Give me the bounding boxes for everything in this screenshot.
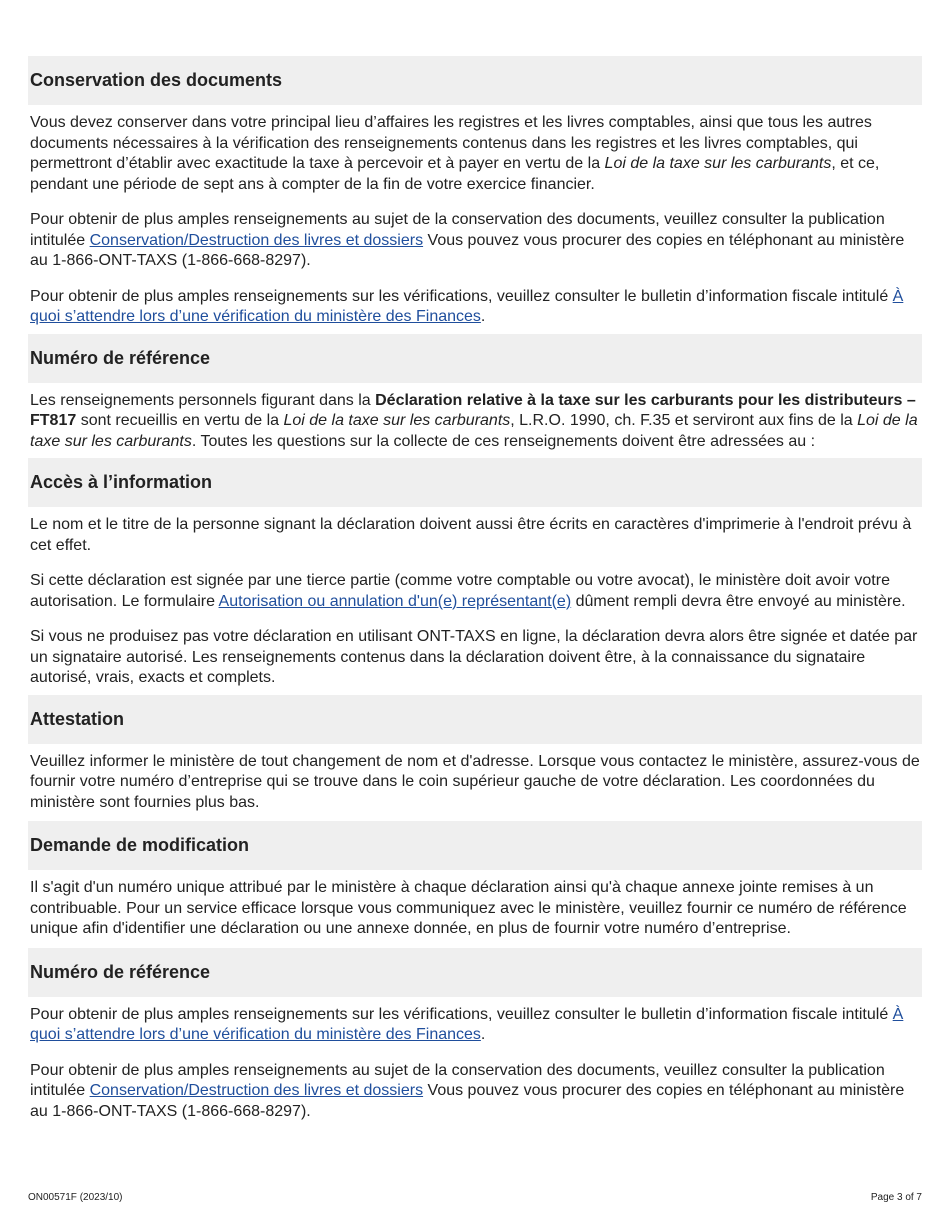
text-run: . — [480, 1026, 486, 1043]
text-run: , L.R.O. 1990, ch. F.35 et serviront aux fins de la — [510, 412, 858, 429]
text-run: Vous pouvez vous procurer des copies en téléphonant au ministère au 1-866-ONT-TAXS (1-866-668-8297). — [30, 1082, 905, 1120]
text-run: Pour obtenir de plus amples renseignements sur les vérifications, veuillez consulter le bulletin d’information fiscale intitulé — [30, 1005, 893, 1023]
paragraph — [28, 571, 922, 612]
text-run: Si cette déclaration est signée par une tierce partie (comme votre comptable ou votre avocat), le ministère doit avoir votre autorisation. Le formulaire — [30, 572, 890, 610]
paragraph — [28, 752, 922, 814]
text-run: Pour obtenir de plus amples renseignements sur les vérifications, veuillez consulter le bulletin d’information fiscale intitulé — [30, 287, 893, 305]
link-conservation-destruction[interactable]: Conservation/Destruction des livres et dossiers — [89, 231, 424, 249]
italic-text: Loi de la taxe sur les carburants — [604, 155, 832, 172]
section-body — [28, 105, 922, 334]
paragraph — [28, 627, 922, 689]
link-autorisation-representant[interactable]: Autorisation ou annulation d'un(e) représentant(e) — [218, 592, 572, 610]
text-run: Pour obtenir de plus amples renseignements au sujet de la conservation des documents, veuillez consulter la publication intitulée — [30, 1061, 885, 1099]
paragraph — [28, 1061, 922, 1123]
paragraph — [28, 391, 922, 453]
section — [28, 334, 922, 459]
section-body — [28, 744, 922, 822]
paragraph — [28, 1005, 922, 1046]
text-run: Si vous ne produisez pas votre déclaration en utilisant ONT-TAXS en ligne, la déclaration devra alors être signée et datée par un signataire autorisé. Les renseignements contenus dans la déclaration doivent être, à la connaissance du signataire autorisé, vrais, exacts et complets. — [30, 628, 918, 686]
link-conservation-destruction[interactable]: Conservation/Destruction des livres et dossiers — [89, 1082, 424, 1099]
paragraph — [28, 878, 922, 940]
section-heading: Conservation des documents — [28, 56, 922, 105]
page-number: Page 3 of 7 — [870, 1192, 922, 1203]
section-heading: Attestation — [28, 695, 922, 744]
bold-text: Déclaration relative à la taxe sur les carburants pour les distributeurs – FT817 — [30, 391, 916, 429]
section-heading: Numéro de référence — [28, 334, 922, 383]
text-run: . — [480, 308, 486, 325]
paragraph — [28, 515, 922, 556]
form-code: ON00571F (2023/10) — [28, 1192, 123, 1203]
section-heading: Numéro de référence — [28, 948, 922, 997]
document-page — [28, 56, 922, 1122]
text-run: Vous devez conserver dans votre principal lieu d’affaires les registres et les livres comptables, ainsi que tous les autres documents nécessaires à la vérification des renseignements contenus dans les registres et les livres comptables, qui permettront d’établir avec exactitude la taxe à percevoir et à payer en vertu de la — [30, 114, 872, 172]
link-verification-bulletin[interactable]: À quoi s’attendre lors d’une vérification du ministère des Finances — [30, 1005, 904, 1043]
section — [28, 821, 922, 948]
section-body — [28, 997, 922, 1123]
italic-text: Loi de la taxe sur les carburants — [283, 412, 511, 429]
text-run: dûment rempli devra être envoyé au ministère. — [571, 592, 906, 610]
sections-container — [28, 56, 922, 1122]
section — [28, 948, 922, 1123]
section-body — [28, 507, 922, 695]
text-run: Il s'agit d'un numéro unique attribué par le ministère à chaque déclaration ainsi qu'à chaque annexe jointe remises à un contribuable. Pour un service efficace lorsque vous communiquez avec le ministère, veuillez fournir ce numéro de référence unique afin d'identifier une déclaration ou une annexe donnée, en plus de fournir votre numéro d’entreprise. — [30, 879, 907, 937]
text-run: . Toutes les questions sur la collecte de ces renseignements doivent être adressées au : — [191, 432, 816, 450]
text-run: Les renseignements personnels figurant dans la — [30, 391, 376, 409]
section-body — [28, 383, 922, 459]
section — [28, 56, 922, 334]
text-run: Le nom et le titre de la personne signant la déclaration doivent aussi être écrits en caractères d'imprimerie à l'endroit prévu à cet effet. — [30, 516, 912, 554]
section-heading: Accès à l’information — [28, 458, 922, 507]
paragraph — [28, 287, 922, 328]
text-run: Vous pouvez vous procurer des copies en téléphonant au ministère au 1-866-ONT-TAXS (1-866-668-8297). — [30, 231, 905, 269]
page-footer — [28, 1192, 922, 1203]
italic-text: Loi de la taxe sur les carburants — [30, 412, 918, 450]
text-run: Pour obtenir de plus amples renseignements au sujet de la conservation des documents, veuillez consulter la publication intitulée — [30, 211, 885, 249]
paragraph — [28, 210, 922, 272]
text-run: , et ce, pendant une période de sept ans à compter de la fin de votre exercice financier. — [30, 155, 880, 193]
link-verification-bulletin[interactable]: À quoi s’attendre lors d’une vérification du ministère des Finances — [30, 287, 904, 325]
text-run: sont recueillis en vertu de la — [76, 412, 284, 429]
section — [28, 458, 922, 695]
section-body — [28, 870, 922, 948]
text-run: Veuillez informer le ministère de tout changement de nom et d'adresse. Lorsque vous contactez le ministère, assurez-vous de fournir votre numéro d’entreprise qui se trouve dans le coin supérieur gauche de votre déclaration. Les coordonnées du ministère sont fournies plus bas. — [30, 752, 920, 811]
paragraph — [28, 113, 922, 195]
section-heading: Demande de modification — [28, 821, 922, 870]
section — [28, 695, 922, 822]
